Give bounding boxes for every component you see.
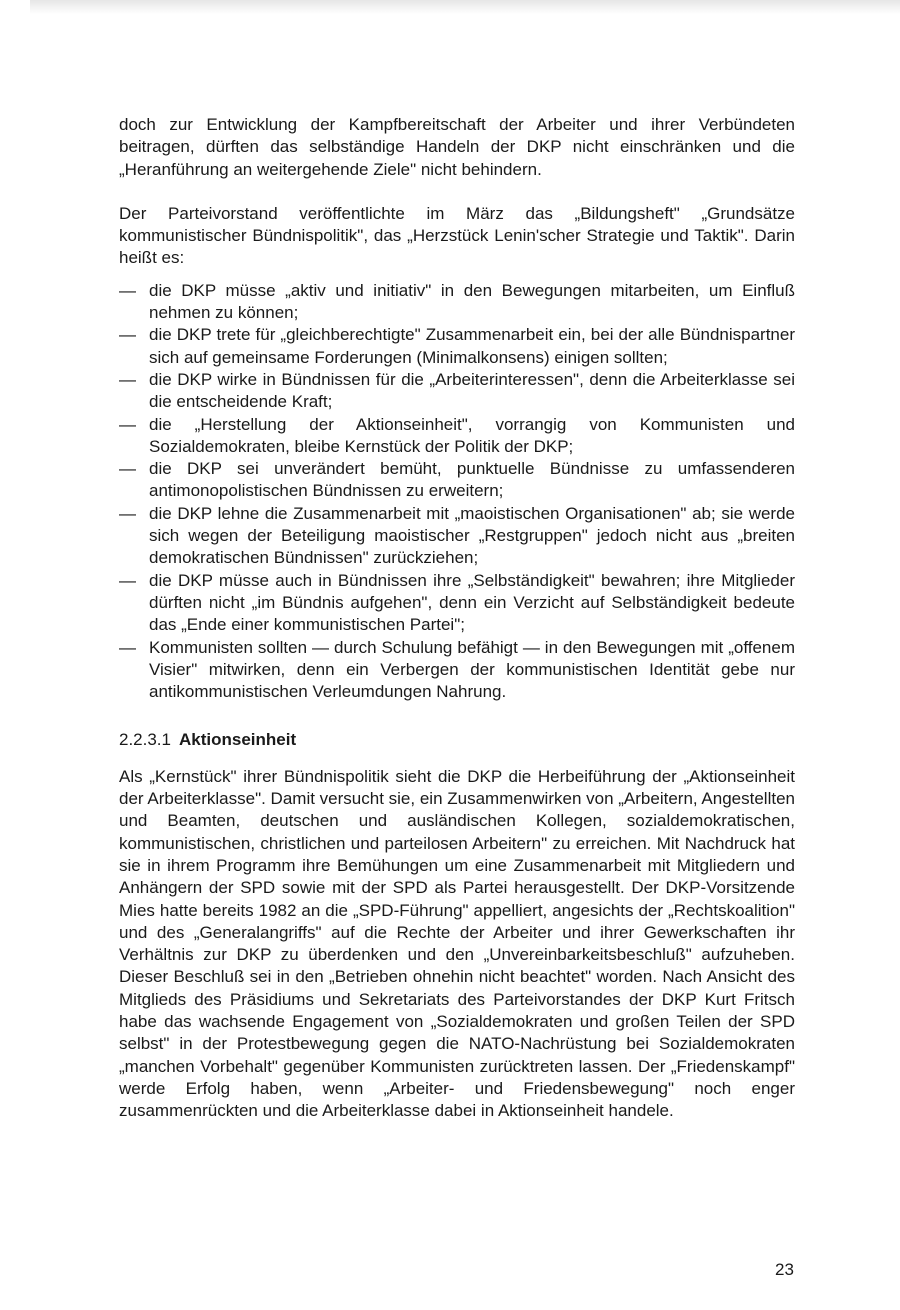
section-heading <box>119 729 795 751</box>
list-dash: — <box>119 503 136 523</box>
paragraph-intro: doch zur Entwicklung der Kampfbereitschaft der Arbeiter und ihrer Verbündeten beitragen, dürften das selbständige Handeln der DKP nicht einschränken und die „Heranführung an weitergehende Ziele" nicht behindern. <box>119 115 795 179</box>
paragraph-aktionseinheit: Als „Kernstück" ihrer Bündnispolitik sieht die DKP die Herbeiführung der „Aktionseinheit der Arbeiterklasse". Damit versucht sie, ein Zusammenwirken von „Arbeitern, Angestellten und Beamten, deutschen und ausländischen Kollegen, sozialdemokratischen, kommunistischen, christlichen und parteilosen Arbeitern" zu erreichen. Mit Nachdruck hat sie in ihrem Programm ihre Bemühungen um eine Zusammenarbeit mit Mitgliedern und Anhängern der SPD sowie mit der SPD als Partei herausgestellt. Der DKP-Vorsitzende Mies hatte bereits 1982 an die „SPD-Führung" appelliert, angesichts der „Rechtskoalition" und des „Generalangriffs" auf die Rechte der Arbeiter und ihrer Gewerkschaften ihr Verhältnis zur DKP zu überdenken und den „Unvereinbarkeitsbeschluß" aufzuheben. Dieser Beschluß sei in den „Betrieben ohnehin nicht beachtet" worden. Nach Ansicht des Mitglieds des Präsidiums und Sekretariats des Parteivorstandes der DKP Kurt Fritsch habe das wachsende Engagement von „Sozialdemokraten und großen Teilen der SPD selbst" in der Protestbewegung gegen die NATO-Nachrüstung bei Sozialdemokraten „manchen Vorbehalt" gegenüber Kommunisten zurücktreten lassen. Der „Friedenskampf" werde Erfolg haben, wenn „Arbeiter- und Friedensbewegung" noch enger zusammenrückten und die Arbeiterklasse dabei in Aktionseinheit handele. <box>119 766 795 1121</box>
page-body <box>119 114 795 1122</box>
section-number: 2.2.3.1 <box>119 730 171 750</box>
list-dash: — <box>119 459 136 479</box>
list-item <box>119 324 795 369</box>
list-item <box>119 369 795 414</box>
list-item-text: die DKP lehne die Zusammenarbeit mit „maoistischen Organisationen" ab; sie werde sich wegen der Beteiligung maoistischer „Restgruppen" jedoch nicht aus „breiten demokratischen Bündnissen" zurückziehen; <box>149 503 795 568</box>
section-title: Aktionseinheit <box>179 730 297 750</box>
list-item <box>119 503 795 570</box>
list-dash: — <box>119 369 136 389</box>
list-item-text: die DKP müsse „aktiv und initiativ" in den Bewegungen mitarbeiten, um Einfluß nehmen zu können; <box>149 280 795 323</box>
list-item-text: Kommunisten sollten — durch Schulung befähigt — in den Bewegungen mit „offenem Visier" mitwirken, denn ein Verbergen der kommunistischen Identität gebe nur antikommunistischen Verleumdungen Nahrung. <box>149 637 795 702</box>
list-item <box>119 280 795 325</box>
list-item-text: die DKP sei unverändert bemüht, punktuelle Bündnisse zu umfassenderen antimonopolistischen Bündnissen zu erweitern; <box>149 459 795 501</box>
list-dash: — <box>119 280 136 300</box>
paragraph-parteivorstand: Der Parteivorstand veröffentlichte im März das „Bildungsheft" „Grundsätze kommunistischer Bündnispolitik", das „Herzstück Lenin'scher Strategie und Taktik". Darin heißt es: <box>119 203 795 268</box>
dash-list <box>119 280 795 704</box>
list-item <box>119 637 795 704</box>
list-item-text: die DKP trete für „gleichberechtigte" Zusammenarbeit ein, bei der alle Bündnispartner sich auf gemeinsame Forderungen (Minimalkonsens) einigen sollten; <box>149 325 795 367</box>
list-item <box>119 458 795 503</box>
list-item-text: die DKP müsse auch in Bündnissen ihre „Selbständigkeit" bewahren; ihre Mitglieder dürften nicht „im Bündnis aufgehen", denn ein Verzicht auf Selbständigkeit bedeute das „Ende einer kommunistischen Partei"; <box>149 570 795 635</box>
page-number: 23 <box>775 1260 794 1279</box>
list-item <box>119 414 795 459</box>
list-item-text: die „Herstellung der Aktionseinheit", vorrangig von Kommunisten und Sozialdemokraten, bleibe Kernstück der Politik der DKP; <box>149 414 795 456</box>
scan-edge-shadow <box>30 0 900 14</box>
list-dash: — <box>119 637 136 657</box>
list-item <box>119 570 795 637</box>
list-dash: — <box>119 414 136 434</box>
list-dash: — <box>119 325 136 345</box>
list-item-text: die DKP wirke in Bündnissen für die „Arbeiterinteressen", denn die Arbeiterklasse sei die entscheidende Kraft; <box>149 369 795 412</box>
list-dash: — <box>119 570 136 590</box>
